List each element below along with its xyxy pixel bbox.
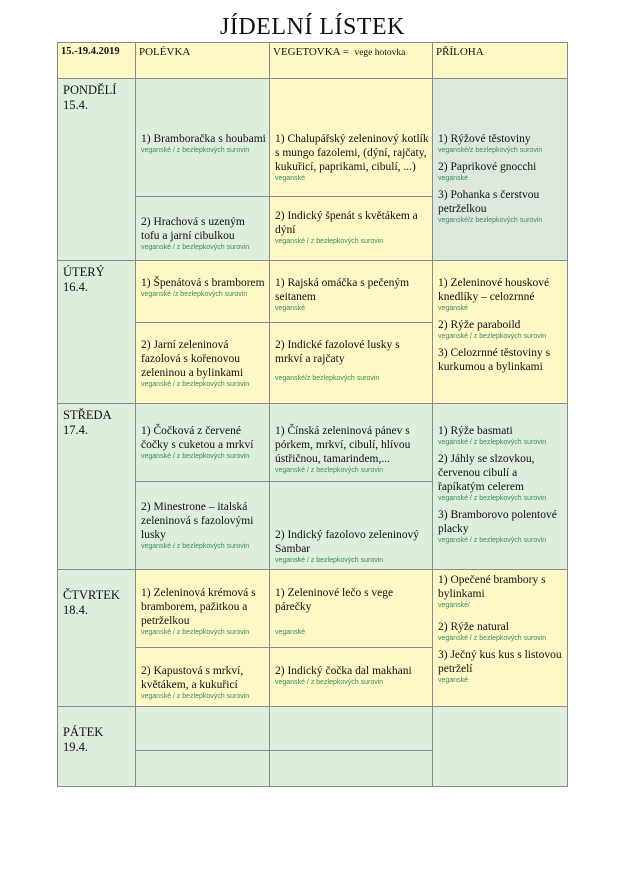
diet-note: veganské <box>438 175 468 182</box>
soup-cell <box>136 79 270 197</box>
soup-cell <box>136 261 270 323</box>
dish-text: 2) Indický fazolovo zeleninový Sambar <box>275 529 420 555</box>
column-vege: VEGETOVKA = vege hotovka <box>270 43 433 79</box>
day-monday <box>58 79 136 261</box>
diet-note: veganské / z bezlepkových surovin <box>275 467 384 474</box>
dish-text: 3) Pohanka s čerstvou petrželkou <box>438 189 540 215</box>
diet-note: veganské / z bezlepkových surovin <box>438 495 547 502</box>
diet-note: veganské <box>438 305 468 312</box>
side-cell <box>433 570 568 707</box>
dish-text: ÚTERÝ <box>63 265 105 279</box>
table-row <box>58 707 568 751</box>
diet-note: veganské / z bezlepkových surovin <box>141 629 250 636</box>
dish-text: 2) Indický špenát s květákem a dýní <box>275 210 418 236</box>
diet-note: veganské/z bezlepkových surovin <box>438 147 543 154</box>
diet-note: veganské/ <box>438 602 470 609</box>
soup-cell <box>136 707 270 751</box>
diet-note: veganské / z bezlepkových surovin <box>141 543 250 550</box>
dish-text: 16.4. <box>63 280 88 294</box>
dish-text: 1) Čočková z červené čočky s cuketou a mrkví <box>141 425 254 451</box>
dish-text: 2) Paprikové gnocchi <box>438 161 537 173</box>
date-range: 15.-19.4.2019 <box>58 43 136 79</box>
vege-cell <box>270 323 433 404</box>
table-row <box>58 404 568 482</box>
dish-text: 1) Zeleninová krémová s bramborem, pažitkou a petrželkou <box>141 587 256 627</box>
column-side: PŘÍLOHA <box>433 43 568 79</box>
day-friday <box>58 707 136 787</box>
table-row <box>58 570 568 648</box>
side-cell <box>433 261 568 404</box>
soup-cell <box>136 648 270 707</box>
diet-note: veganské <box>275 175 305 182</box>
dish-text: ČTVRTEK <box>63 588 120 602</box>
soup-cell <box>136 323 270 404</box>
header-row <box>58 43 568 79</box>
vege-cell <box>270 197 433 261</box>
day-tuesday <box>58 261 136 404</box>
soup-cell <box>136 197 270 261</box>
diet-note: veganské <box>438 677 468 684</box>
diet-note: veganské / z bezlepkových surovin <box>141 147 250 154</box>
vege-cell <box>270 261 433 323</box>
dish-text: 1) Špenátová s bramborem <box>141 277 265 289</box>
dish-text: 1) Zeleninové lečo s vege párečky <box>275 587 394 613</box>
dish-text: 3) Bramborovo polentové placky <box>438 509 557 535</box>
vege-cell <box>270 570 433 648</box>
side-cell <box>433 79 568 261</box>
vege-cell <box>270 707 433 751</box>
diet-note: veganské /z bezlepkových surovin <box>141 291 248 298</box>
soup-cell <box>136 404 270 482</box>
page-title: JÍDELNÍ LÍSTEK <box>220 14 405 40</box>
vege-cell <box>270 751 433 787</box>
diet-note: veganské / z bezlepkových surovin <box>438 537 547 544</box>
soup-cell <box>136 482 270 570</box>
day-thursday <box>58 570 136 707</box>
dish-text: 2) Jáhly se slzovkou, červenou cibulí a řapíkatým celerem <box>438 453 535 493</box>
diet-note: veganské / z bezlepkových surovin <box>438 333 547 340</box>
diet-note: veganské / z bezlepkových surovin <box>275 557 384 564</box>
dish-text: 1) Bramboračka s houbami <box>141 133 266 145</box>
diet-note: veganské / z bezlepkových surovin <box>141 381 250 388</box>
column-soup: POLÉVKA <box>136 43 270 79</box>
diet-note: veganské / z bezlepkových surovin <box>141 244 250 251</box>
diet-note: veganské/z bezlepkových surovin <box>275 375 380 382</box>
vege-cell <box>270 79 433 197</box>
dish-text: 18.4. <box>63 603 88 617</box>
table-row <box>58 79 568 197</box>
dish-text: 2) Indické fazolové lusky s mrkví a rajčaty <box>275 339 400 365</box>
vege-cell <box>270 482 433 570</box>
dish-text: PONDĚLÍ <box>63 83 117 97</box>
dish-text: 2) Rýže natural <box>438 621 509 633</box>
soup-cell <box>136 751 270 787</box>
dish-text: 1) Chalupářský zeleninový kotlík s mungo fazolemi, (dýní, rajčaty, kukuřicí, paprikami, cibulí, ...) <box>275 133 429 173</box>
dish-text: 1) Rýže basmati <box>438 425 513 437</box>
table-row <box>58 261 568 323</box>
dish-text: 19.4. <box>63 740 88 754</box>
diet-note: veganské <box>275 305 305 312</box>
day-wednesday <box>58 404 136 570</box>
dish-text: 2) Indický čočka dal makhani <box>275 665 412 677</box>
dish-text: 3) Celozrnné těstoviny s kurkumou a bylinkami <box>438 347 551 373</box>
diet-note: veganské / z bezlepkových surovin <box>438 635 547 642</box>
dish-text: 17.4. <box>63 423 88 437</box>
diet-note: veganské <box>275 629 305 636</box>
menu-table <box>57 42 568 787</box>
soup-cell <box>136 570 270 648</box>
dish-text: STŘEDA <box>63 408 112 422</box>
diet-note: veganské / z bezlepkových surovin <box>141 693 250 700</box>
diet-note: veganské / z bezlepkových surovin <box>438 439 547 446</box>
diet-note: veganské/z bezlepkových surovin <box>438 217 543 224</box>
side-cell <box>433 404 568 570</box>
dish-text: 2) Minestrone – italská zeleninová s fazolovými lusky <box>141 501 254 541</box>
side-cell <box>433 707 568 787</box>
dish-text: 15.4. <box>63 98 88 112</box>
vege-cell <box>270 648 433 707</box>
diet-note: veganské / z bezlepkových surovin <box>141 453 250 460</box>
dish-text: 1) Rajská omáčka s pečeným seitanem <box>275 277 410 303</box>
dish-text: 2) Kapustová s mrkví, květákem, a kukuřicí <box>141 665 244 691</box>
dish-text: 1) Čínská zeleninová pánev s pórkem, mrkví, cibulí, hlívou ústřičnou, tamarindem,... <box>275 425 411 465</box>
diet-note: veganské / z bezlepkových surovin <box>275 238 384 245</box>
dish-text: 2) Rýže paraboild <box>438 319 521 331</box>
dish-text: 1) Opečené brambory s bylinkami <box>438 574 546 600</box>
vege-cell <box>270 404 433 482</box>
dish-text: PÁTEK <box>63 725 104 739</box>
dish-text: 3) Ječný kus kus s listovou petrželí <box>438 649 562 675</box>
dish-text: 2) Jarní zeleninová fazolová s kořenovou zeleninou a bylinkami <box>141 339 244 379</box>
diet-note: veganské / z bezlepkových surovin <box>275 679 384 686</box>
dish-text: 1) Zeleninové houskové knedlíky – celozrnné <box>438 277 550 303</box>
dish-text: 1) Rýžové těstoviny <box>438 133 531 145</box>
dish-text: 2) Hrachová s uzeným tofu a jarní cibulkou <box>141 216 245 242</box>
